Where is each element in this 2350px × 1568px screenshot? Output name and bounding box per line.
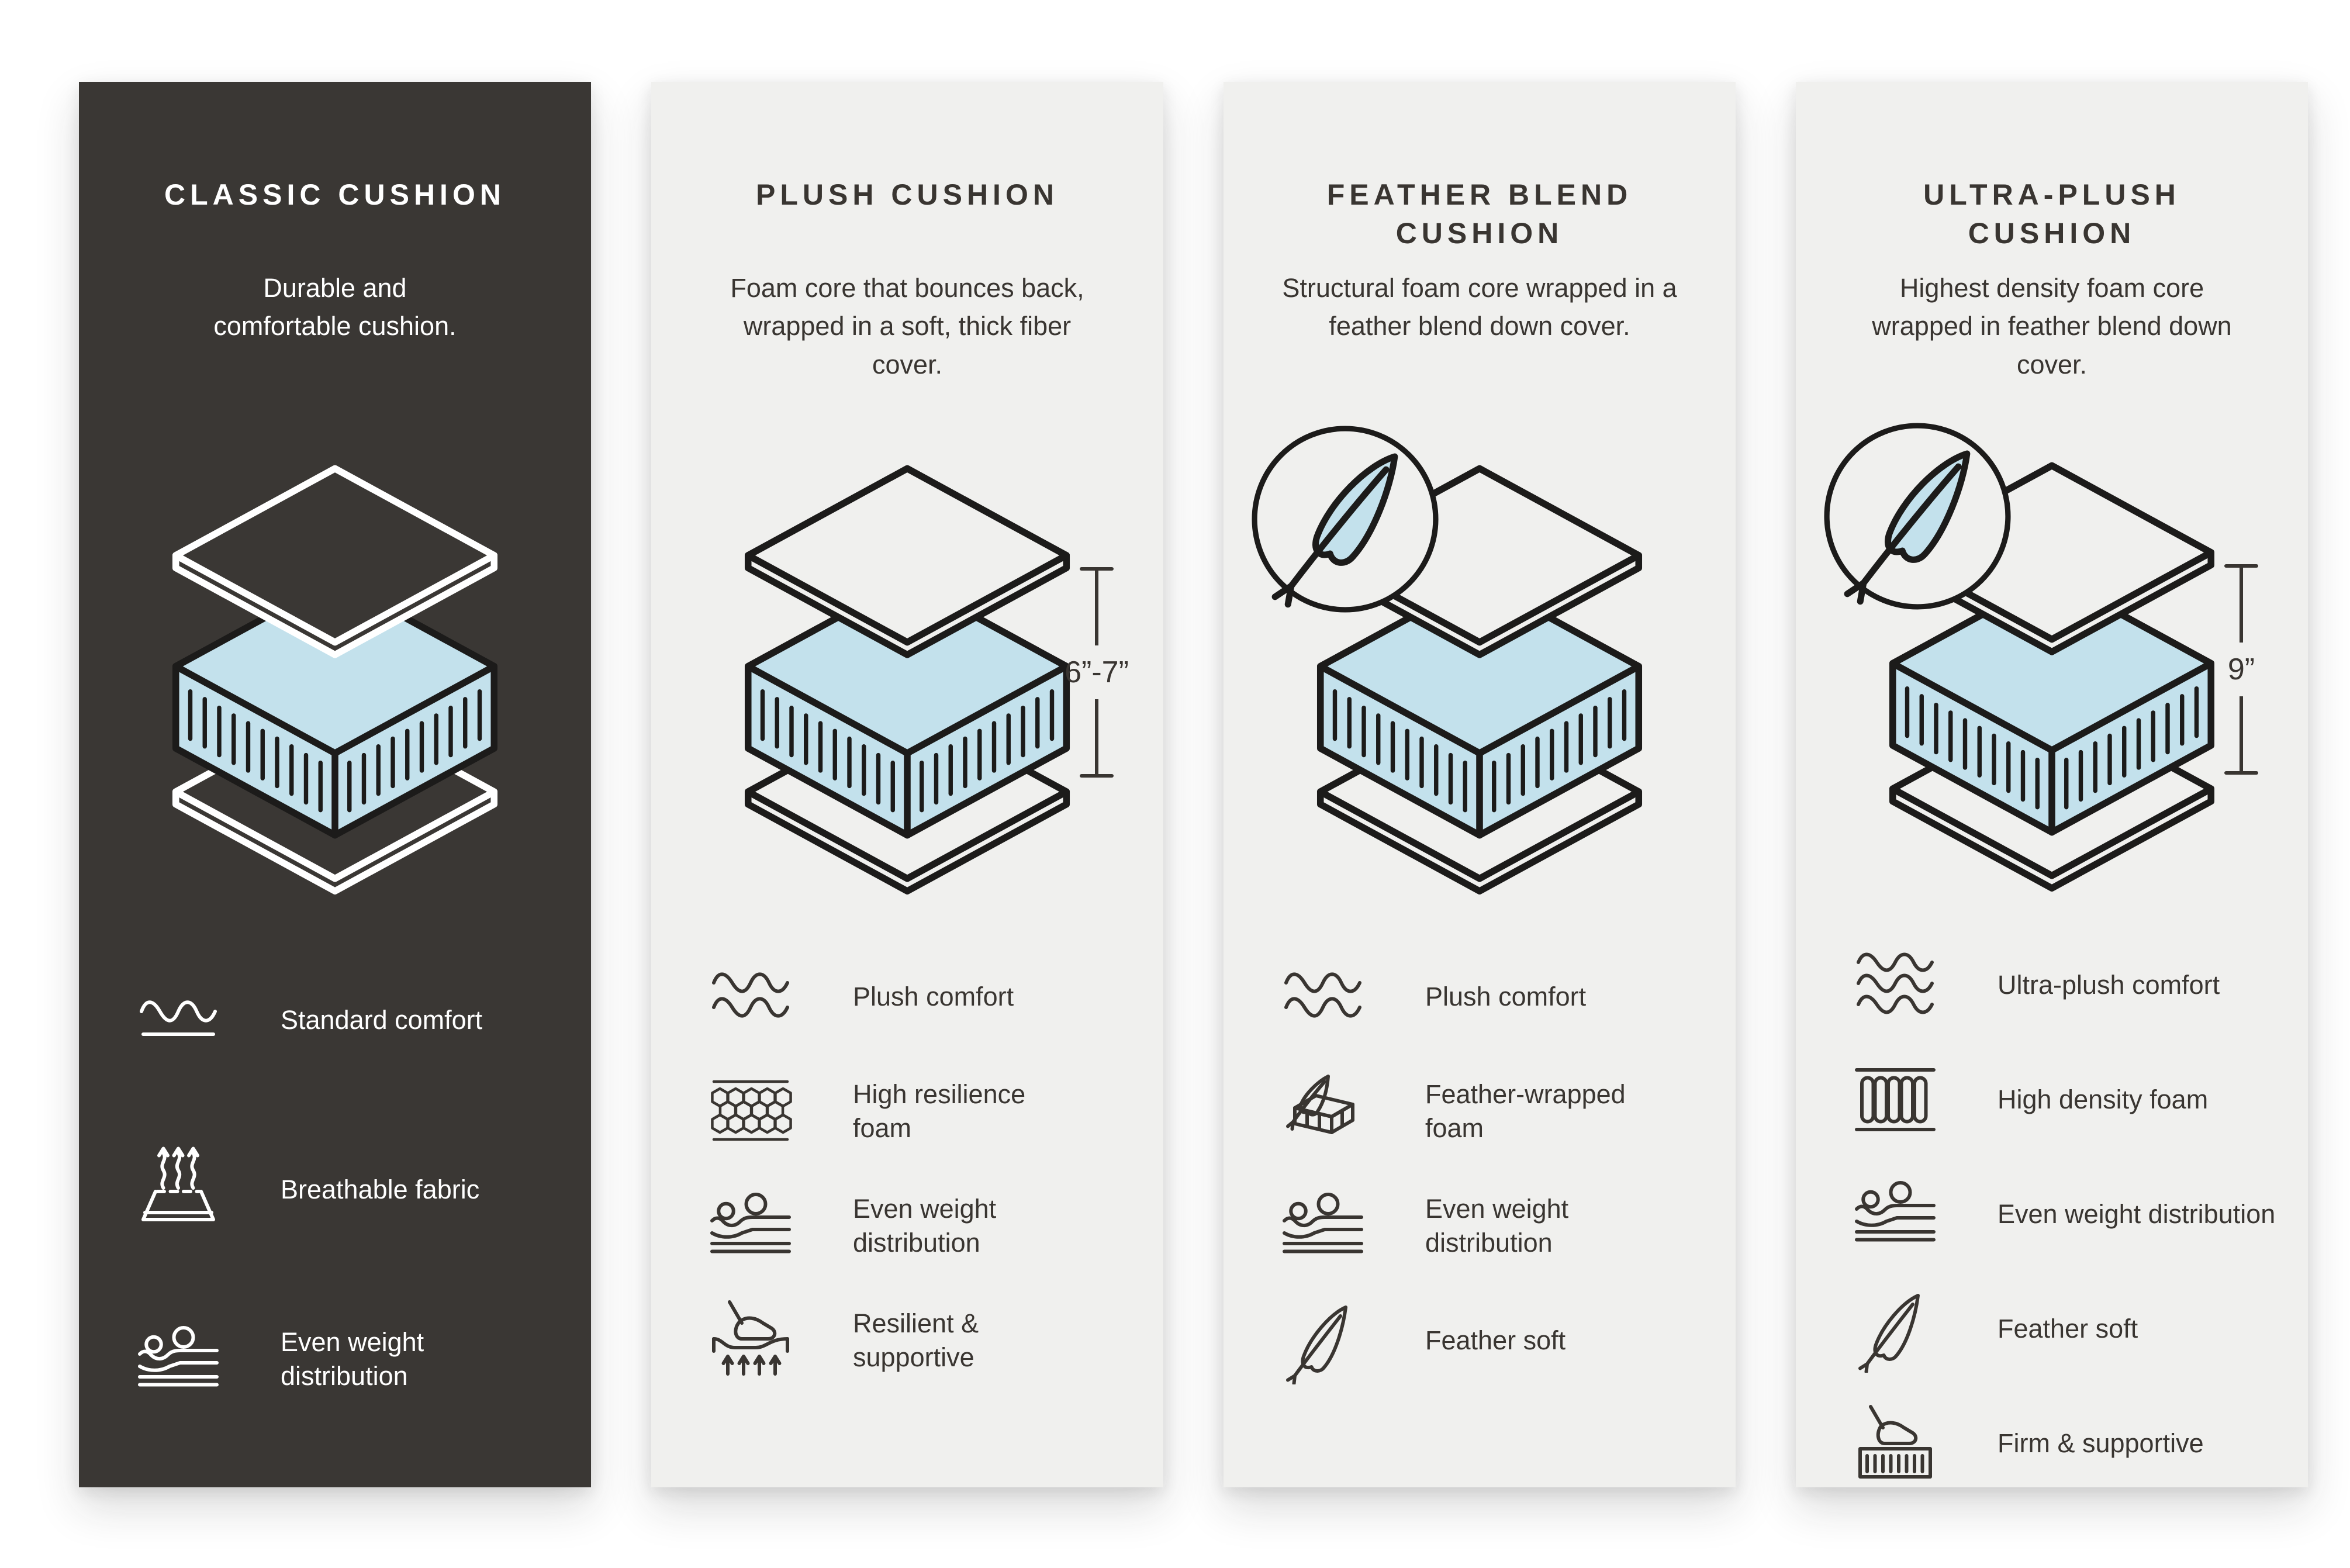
card-ultra-plush-cushion	[1796, 82, 2308, 1487]
cushion-layers-diagram	[1796, 447, 2308, 918]
feature-label: Resilient & supportive	[853, 1308, 979, 1372]
resilient-supportive-icon	[707, 1297, 794, 1384]
feature-list	[1796, 941, 2308, 1487]
feather-icon	[1279, 1297, 1367, 1384]
feature-label: Plush comfort	[1425, 981, 1587, 1011]
feature-label: Ultra-plush comfort	[1997, 969, 2220, 1000]
feature-label: Plush comfort	[853, 981, 1014, 1011]
feature-row	[1851, 1056, 2308, 1144]
feature-label: Feather-wrapped foam	[1425, 1079, 1626, 1143]
triple-wave-icon	[1851, 941, 1939, 1029]
feather-badge-icon	[1820, 419, 2014, 613]
feature-row	[1851, 1170, 2308, 1258]
feature-list	[651, 953, 1163, 1384]
feature-label: Breathable fabric	[281, 1174, 480, 1204]
double-wave-icon	[1279, 953, 1367, 1041]
feature-label: Feather soft	[1997, 1313, 2138, 1343]
measurement-value: 6”-7”	[1065, 655, 1129, 689]
feature-row	[707, 1182, 1163, 1270]
feature-row	[134, 1146, 591, 1234]
card-title: CLASSIC CUSHION	[164, 178, 506, 211]
measure-cap-bottom	[2224, 771, 2258, 775]
card-description: Highest density foam core wrapped in feather blend down cover.	[1872, 273, 2232, 379]
feature-label: High density foam	[1997, 1084, 2209, 1114]
feature-list	[79, 976, 591, 1403]
measure-cap-bottom	[1080, 774, 1114, 778]
firm-supportive-icon	[1851, 1400, 1939, 1487]
feature-row	[1851, 941, 2308, 1029]
measure-line	[1095, 571, 1098, 645]
feature-row	[707, 1297, 1163, 1384]
measure-line	[1095, 699, 1098, 774]
card-title: FEATHER BLEND CUSHION	[1326, 178, 1633, 250]
cushion-layers-icon	[142, 459, 528, 903]
card-description: Foam core that bounces back, wrapped in a soft, thick fiber cover.	[730, 273, 1084, 379]
measure-line	[2240, 568, 2243, 643]
feather-wrapped-foam-icon	[1279, 1068, 1367, 1155]
feature-label: High resilience foam	[853, 1079, 1026, 1143]
feature-row	[1279, 1182, 1736, 1270]
feature-label: Even weight distribution	[1425, 1193, 1569, 1258]
card-classic-cushion	[79, 82, 591, 1487]
feature-label: Firm & supportive	[1997, 1428, 2204, 1458]
honeycomb-foam-icon	[707, 1068, 794, 1155]
feature-row	[707, 953, 1163, 1041]
feature-label: Standard comfort	[281, 1004, 483, 1035]
breathable-fabric-icon	[134, 1146, 222, 1234]
feature-row	[134, 976, 591, 1064]
cushion-layers-diagram	[651, 450, 1163, 930]
measure-line	[2240, 696, 2243, 771]
wave-icon	[134, 976, 222, 1064]
feature-row	[1279, 1297, 1736, 1384]
feature-row	[707, 1068, 1163, 1155]
cushion-layers-diagram	[79, 450, 591, 930]
cushion-layers-icon	[714, 459, 1100, 903]
weight-distribution-icon	[707, 1182, 794, 1270]
feature-list	[1224, 953, 1736, 1384]
feature-row	[1851, 1400, 2308, 1487]
cushion-comparison	[79, 82, 2308, 1487]
feature-row	[1851, 1285, 2308, 1373]
card-feather-blend-cushion	[1224, 82, 1736, 1487]
cushion-layers-diagram	[1224, 450, 1736, 930]
feature-label: Even weight distribution	[281, 1327, 424, 1391]
measurement-value: 9”	[2227, 652, 2255, 687]
feather-icon	[1851, 1285, 1939, 1373]
card-title: PLUSH CUSHION	[756, 178, 1059, 211]
card-title: ULTRA-PLUSH CUSHION	[1923, 178, 2180, 250]
weight-distribution-icon	[134, 1315, 222, 1403]
card-plush-cushion	[651, 82, 1163, 1487]
height-measurement	[2195, 564, 2288, 775]
feature-label: Even weight distribution	[1997, 1199, 2276, 1229]
double-wave-icon	[707, 953, 794, 1041]
weight-distribution-icon	[1851, 1170, 1939, 1258]
feature-label: Even weight distribution	[853, 1193, 997, 1258]
feature-row	[1279, 953, 1736, 1041]
feature-row	[1279, 1068, 1736, 1155]
card-description: Structural foam core wrapped in a feather blend down cover.	[1282, 273, 1677, 341]
card-description: Durable and comfortable cushion.	[213, 273, 457, 341]
height-measurement	[1050, 567, 1143, 778]
feature-row	[134, 1315, 591, 1403]
weight-distribution-icon	[1279, 1182, 1367, 1270]
high-density-foam-icon	[1851, 1056, 1939, 1144]
feather-badge-icon	[1248, 422, 1442, 616]
feature-label: Feather soft	[1425, 1325, 1566, 1355]
